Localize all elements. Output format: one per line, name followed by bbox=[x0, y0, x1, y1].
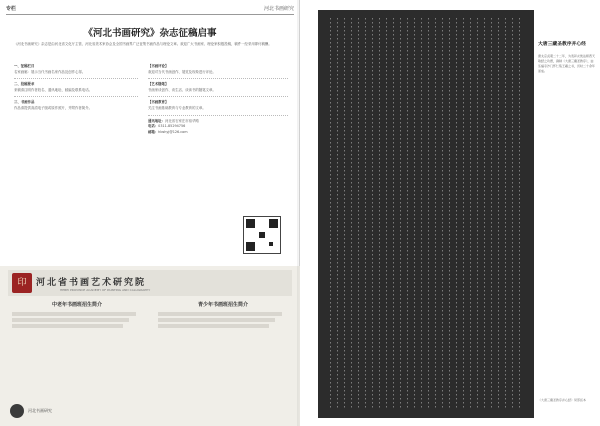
rubbing-column bbox=[428, 18, 429, 410]
rubbing-column bbox=[505, 18, 506, 410]
rubbing-column bbox=[470, 18, 471, 410]
rubbing-column bbox=[477, 18, 478, 410]
rubbing-column bbox=[337, 18, 338, 410]
right-item-2: 【艺术随笔】 书画家谈创作、谈生活、谈读书的随笔文章。 bbox=[148, 82, 216, 92]
youth-class-body bbox=[158, 310, 288, 400]
intro-paragraph: 《河北书画研究》杂志是由河北省文化厅主管、河北省美术家协会及全国书画界广泛征集书画作品与理论文章。欢迎广大书画家、理论家积极投稿，稿件一经采用即付稿酬。 bbox=[14, 42, 272, 46]
phone: 0311-85294756 bbox=[158, 124, 186, 129]
divider bbox=[148, 78, 288, 79]
adult-class-body bbox=[12, 310, 142, 400]
left-item-3: 三、书画作品 作品请提供高清电子版或原作照片，并附作者简介。 bbox=[14, 100, 92, 110]
rubbing-column bbox=[435, 18, 436, 410]
rubbing-column bbox=[449, 18, 450, 410]
divider bbox=[148, 115, 288, 116]
rubbing-column bbox=[407, 18, 408, 410]
rubbing-column bbox=[400, 18, 401, 410]
rubbing-column bbox=[414, 18, 415, 410]
rubbing-column bbox=[386, 18, 387, 410]
youth-class-title: 青少年书画班招生简介 bbox=[197, 302, 248, 308]
right-item-1: 【书画评论】 欢迎对当代书画创作、展览及现象进行评论。 bbox=[148, 64, 216, 74]
left-column bbox=[14, 64, 138, 112]
article-title: 《河北书画研究》杂志征稿启事 bbox=[83, 28, 217, 39]
left-item-1: 一、征稿栏目 名家画廊：展示当代书画名家作品及创作心得。 bbox=[14, 64, 86, 74]
rubbing-column bbox=[512, 18, 513, 410]
right-item-3: 【书画教育】 关注书画基础教育与专业教育的文章。 bbox=[148, 100, 206, 110]
rubbing-column bbox=[498, 18, 499, 410]
rubbing-column bbox=[463, 18, 464, 410]
rubbing-text-columns bbox=[328, 18, 524, 410]
adult-class-title: 中老年书画班招生简介 bbox=[51, 302, 102, 308]
academy-name: 河北省书画艺术研究院 bbox=[36, 278, 147, 288]
contact-block: 通讯地址：河北省石家庄市裕华路 电话：0311-85294756 邮箱：hbshyj@126.com bbox=[148, 118, 199, 134]
rubbing-column bbox=[491, 18, 492, 410]
header-rule bbox=[6, 14, 294, 15]
academy-english-name: HEBEI PROVINCE ACADEMY OF PAINTING AND CALLIGRAPHY bbox=[60, 288, 151, 292]
rubbing-column bbox=[358, 18, 359, 410]
footer-label: 河北书画研究 bbox=[28, 408, 52, 413]
rubbing-column bbox=[484, 18, 485, 410]
email-link[interactable]: hbshyj@126.com bbox=[158, 129, 188, 134]
magazine-logo-icon bbox=[10, 404, 24, 418]
divider bbox=[14, 78, 138, 79]
image-caption: 《大唐三藏圣教序并心经》局部拓本 bbox=[538, 398, 587, 402]
magazine-name: 河北书画研究 bbox=[263, 6, 294, 12]
right-column bbox=[148, 64, 288, 135]
rubbing-column bbox=[379, 18, 380, 410]
rubbing-column bbox=[372, 18, 373, 410]
rubbing-column bbox=[351, 18, 352, 410]
right-article-text: 唐太宗贞观二十二年，为表彰玄奘法师西天取经之功德，御制《大唐三藏圣教序》，由弘福寺沙门怀仁集王羲之书，历时二十余年而成。 bbox=[538, 54, 596, 73]
section-label: 专栏 bbox=[6, 6, 17, 12]
rubbing-column bbox=[421, 18, 422, 410]
address: 河北省石家庄市裕华路 bbox=[164, 118, 199, 123]
rubbing-column bbox=[365, 18, 366, 410]
right-article-title: 大唐三藏圣教序并心经 bbox=[538, 42, 586, 47]
divider bbox=[14, 96, 138, 97]
left-item-2: 二、投稿要求 来稿请注明作者姓名、通讯地址、邮编及联系电话。 bbox=[14, 82, 92, 92]
rubbing-column bbox=[393, 18, 394, 410]
rubbing-column bbox=[442, 18, 443, 410]
divider bbox=[148, 96, 288, 97]
rubbing-column bbox=[519, 18, 520, 410]
seal-icon: 印 bbox=[12, 273, 32, 293]
rubbing-column bbox=[330, 18, 331, 410]
qr-code bbox=[243, 216, 281, 254]
rubbing-column bbox=[344, 18, 345, 410]
rubbing-column bbox=[456, 18, 457, 410]
